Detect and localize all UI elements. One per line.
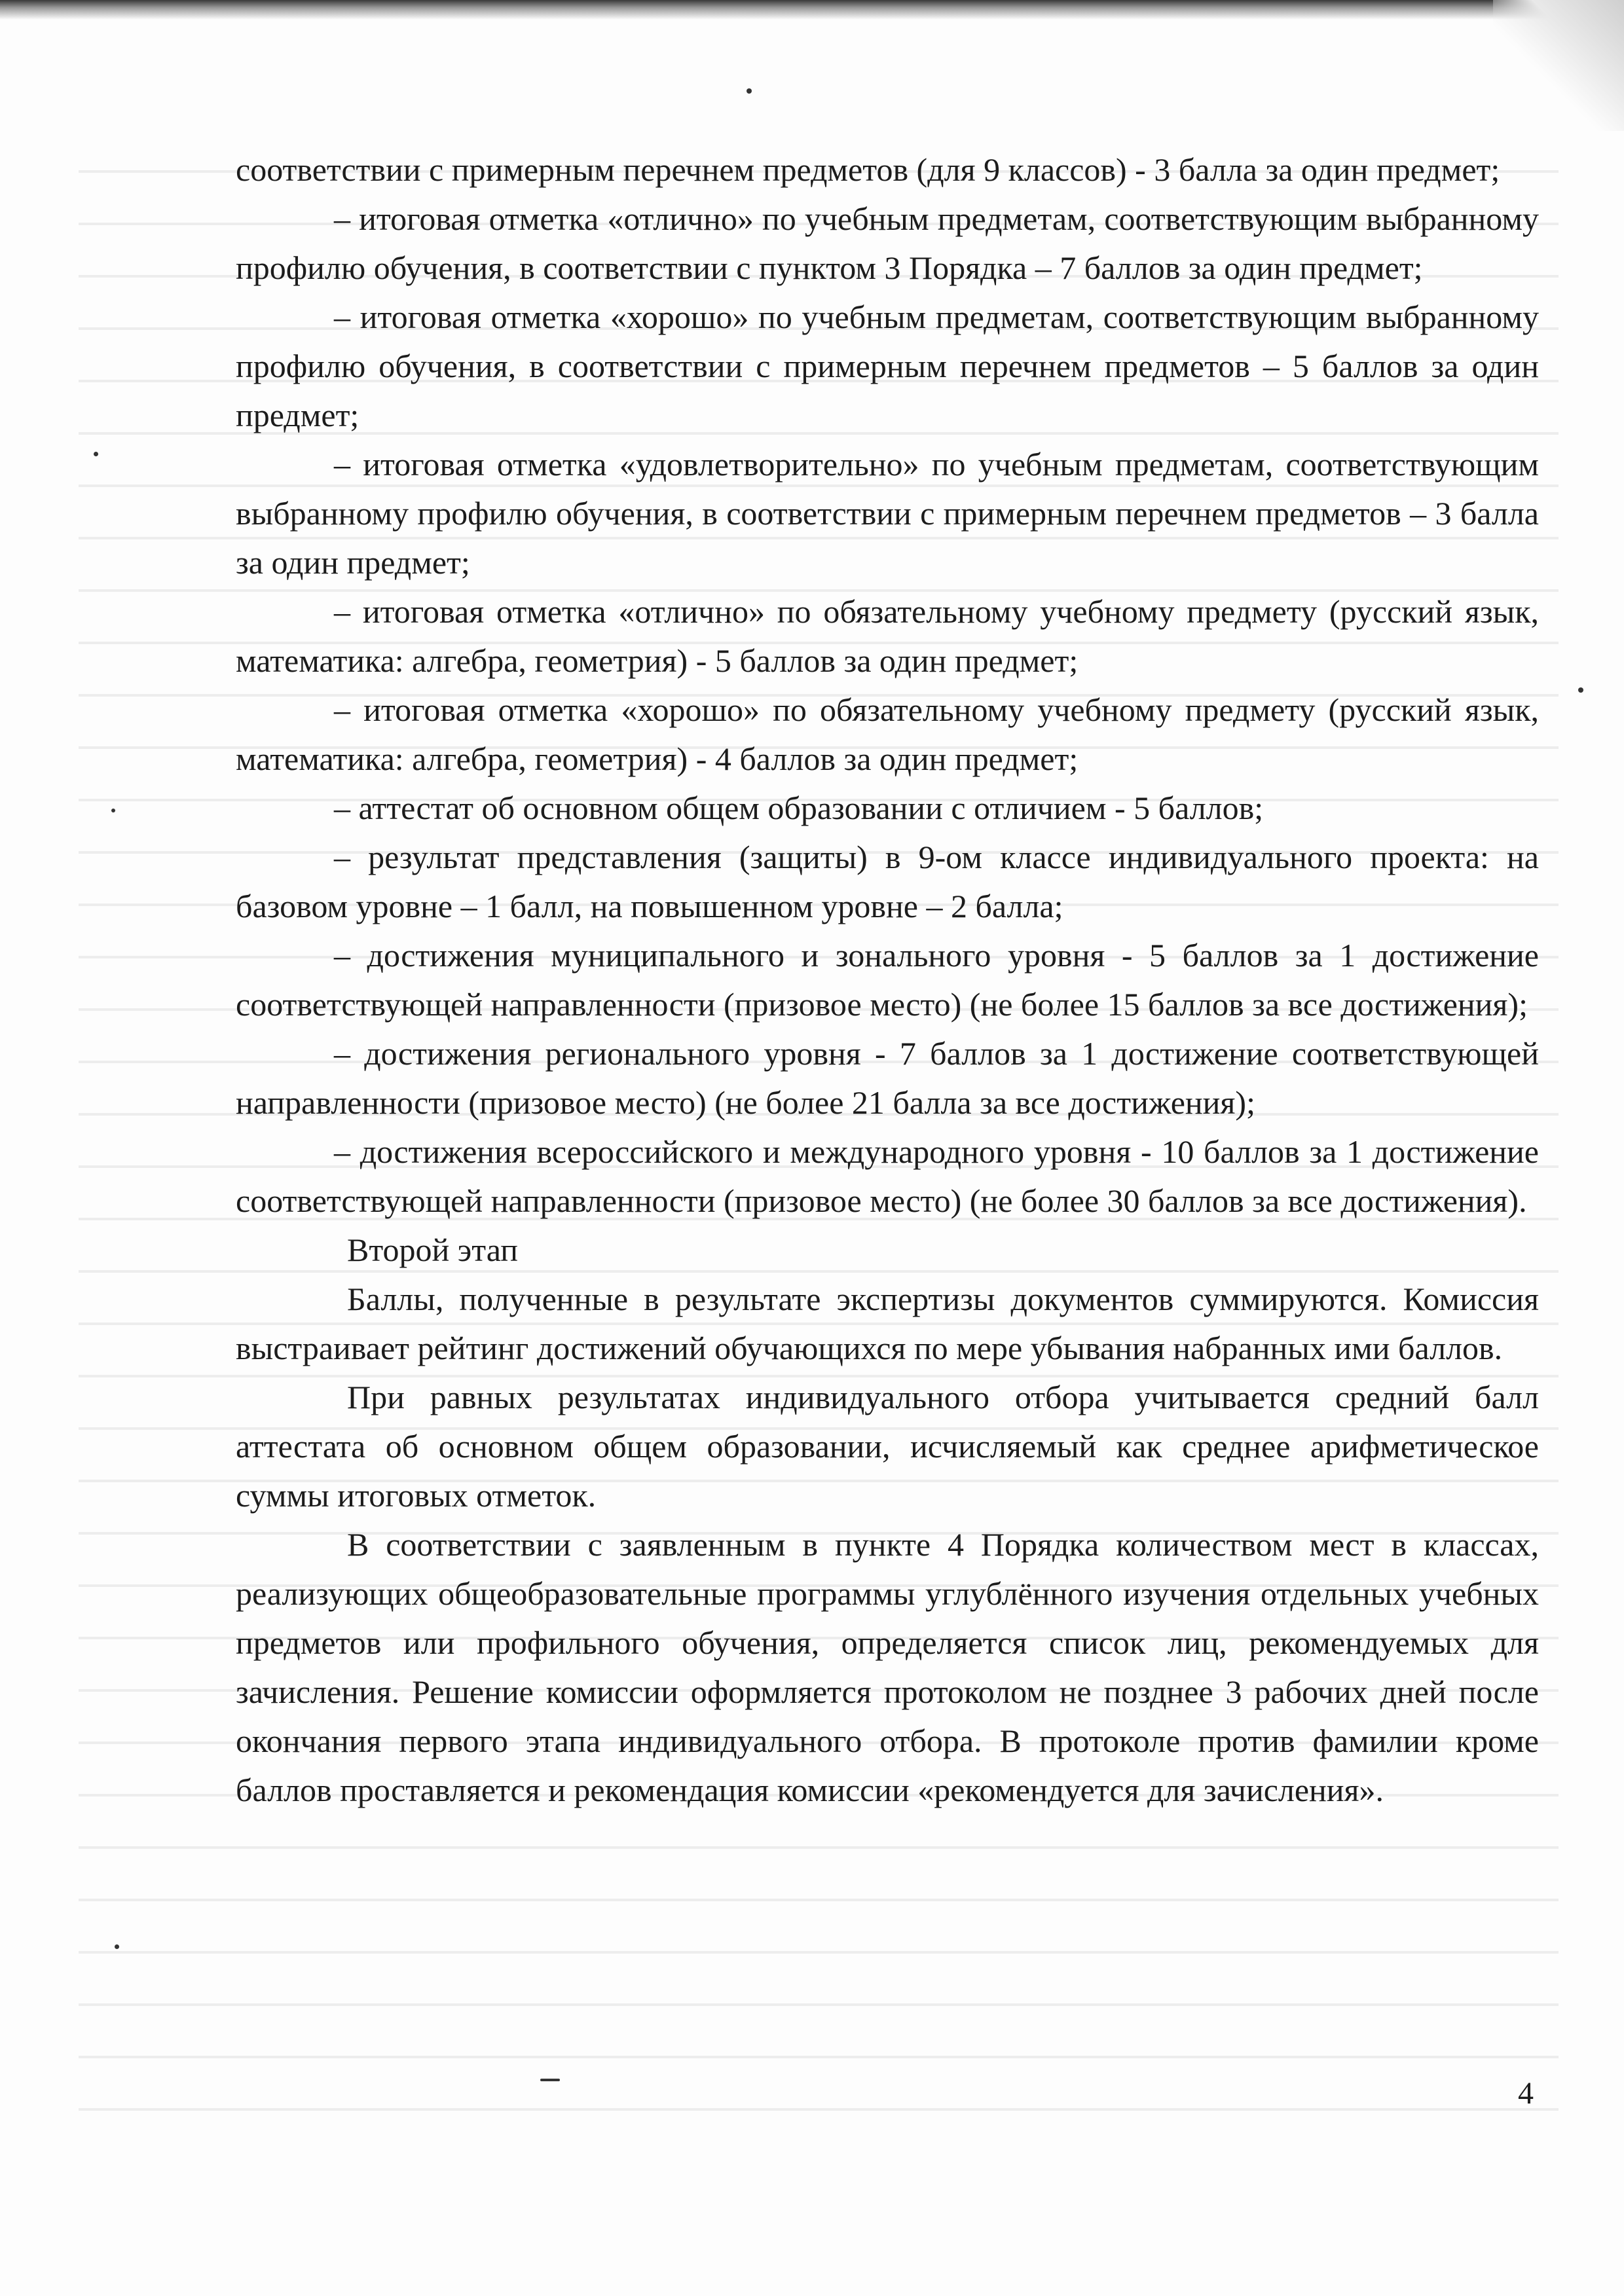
- scan-speck: [111, 809, 115, 812]
- page-number: 4: [1518, 2076, 1534, 2111]
- list-item: – достижения регионального уровня - 7 баллов за 1 достижение соответствующей направленности (призовое место) (не более 21 балла за все достижения);: [236, 1035, 1539, 1121]
- scan-corner-fold: [1493, 0, 1624, 131]
- scan-speck: [540, 2079, 560, 2081]
- list-item: – достижения муниципального и зонального уровня - 5 баллов за 1 достижение соответствующей направленности (призовое место) (не более 15 баллов за все достижения);: [236, 937, 1539, 1023]
- list-item: – итоговая отметка «отлично» по обязательному учебному предмету (русский язык, математика: алгебра, геометрия) - 5 баллов за один предмет;: [236, 593, 1539, 679]
- body-text: [236, 145, 1539, 1815]
- paragraph: При равных результатах индивидуального отбора учитывается средний балл аттестата об основном общем образовании, исчисляемый как среднее арифметическое суммы итоговых отметок.: [236, 1379, 1539, 1514]
- section-heading: Второй этап: [347, 1231, 519, 1268]
- paragraph: В соответствии с заявленным в пункте 4 Порядка количеством мест в классах, реализующих общеобразовательные программы углублённого изучения отдельных учебных предметов или профильного обучения, определяется список лиц, рекомендуемых для зачисления. Решение комиссии оформляется протоколом не позднее 3 рабочих дней после окончания первого этапа индивидуального отбора. В протоколе против фамилии кроме баллов проставляется и рекомендация комиссии «рекомендуется для зачисления».: [236, 1526, 1539, 1808]
- scan-speck: [94, 452, 98, 456]
- paragraph: Баллы, полученные в результате экспертизы документов суммируются. Комиссия выстраивает рейтинг достижений обучающихся по мере убывания набранных ими баллов.: [236, 1281, 1539, 1366]
- list-item: – аттестат об основном общем образовании с отличием - 5 баллов;: [334, 790, 1264, 826]
- paragraph: соответствии с примерным перечнем предметов (для 9 классов) - 3 балла за один предмет;: [236, 151, 1500, 188]
- scan-speck: [1578, 687, 1583, 693]
- list-item: – результат представления (защиты) в 9-ом классе индивидуального проекта: на базовом уровне – 1 балл, на повышенном уровне – 2 балла;: [236, 839, 1539, 924]
- list-item: – итоговая отметка «хорошо» по обязательному учебному предмету (русский язык, математика: алгебра, геометрия) - 4 баллов за один предмет;: [236, 691, 1539, 777]
- scan-speck: [115, 1944, 119, 1949]
- list-item: – итоговая отметка «удовлетворительно» по учебным предметам, соответствующим выбранному профилю обучения, в соответствии с примерным перечнем предметов – 3 балла за один предмет;: [236, 446, 1539, 581]
- list-item: – итоговая отметка «отлично» по учебным предметам, соответствующим выбранному профилю обучения, в соответствии с пунктом 3 Порядка – 7 баллов за один предмет;: [236, 200, 1539, 286]
- list-item: – достижения всероссийского и международного уровня - 10 баллов за 1 достижение соответствующей направленности (призовое место) (не более 30 баллов за все достижения).: [236, 1133, 1539, 1219]
- list-item: – итоговая отметка «хорошо» по учебным предметам, соответствующим выбранному профилю обучения, в соответствии с примерным перечнем предметов – 5 баллов за один предмет;: [236, 299, 1539, 433]
- scan-top-edge: [0, 0, 1624, 20]
- scan-speck: [747, 88, 752, 94]
